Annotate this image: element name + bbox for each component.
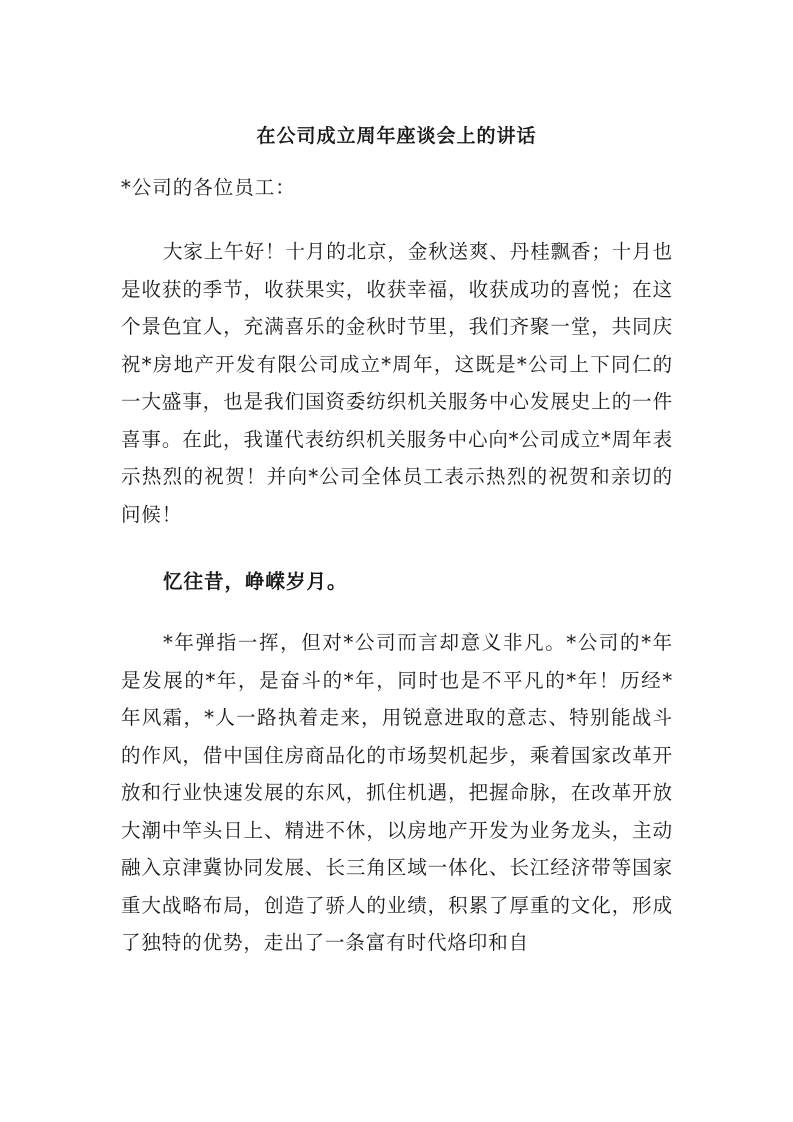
paragraph-greeting: 大家上午好！十月的北京，金秋送爽、丹桂飘香；十月也是收获的季节，收获果实，收获幸福，收获成功的喜悦；在这个景色宜人，充满喜乐的金秋时节里，我们齐聚一堂，共同庆祝*房地产开发有限公司成立*周年，这既是*公司上下同仁的一大盛事，也是我们国资委纺织机关服务中心发展史上的一件喜事。在此，我谨代表纺织机关服务中心向*公司成立*周年表示热烈的祝贺！并向*公司全体员工表示热烈的祝贺和亲切的问候！ <box>121 240 674 526</box>
paragraph-history: *年弹指一挥，但对*公司而言却意义非凡。*公司的*年是发展的*年，是奋斗的*年，同时也是不平凡的*年！历经*年风霜，*人一路执着走来，用锐意进取的意志、特别能战斗的作风，借中国住房商品化的市场契机起步，乘着国家改革开放和行业快速发展的东风，抓住机遇，把握命脉，在改革开放大潮中竿头日上、精进不休，以房地产开发为业务龙头，主动融入京津冀协同发展、长三角区域一体化、长江经济带等国家重大战略布局，创造了骄人的业绩，积累了厚重的文化，形成了独特的优势，走出了一条富有时代烙印和自 <box>121 631 673 954</box>
document-title: 在公司成立周年座谈会上的讲话 <box>256 125 537 147</box>
section-heading: 忆往昔，峥嵘岁月。 <box>163 570 348 593</box>
salutation: *公司的各位员工： <box>121 176 296 199</box>
